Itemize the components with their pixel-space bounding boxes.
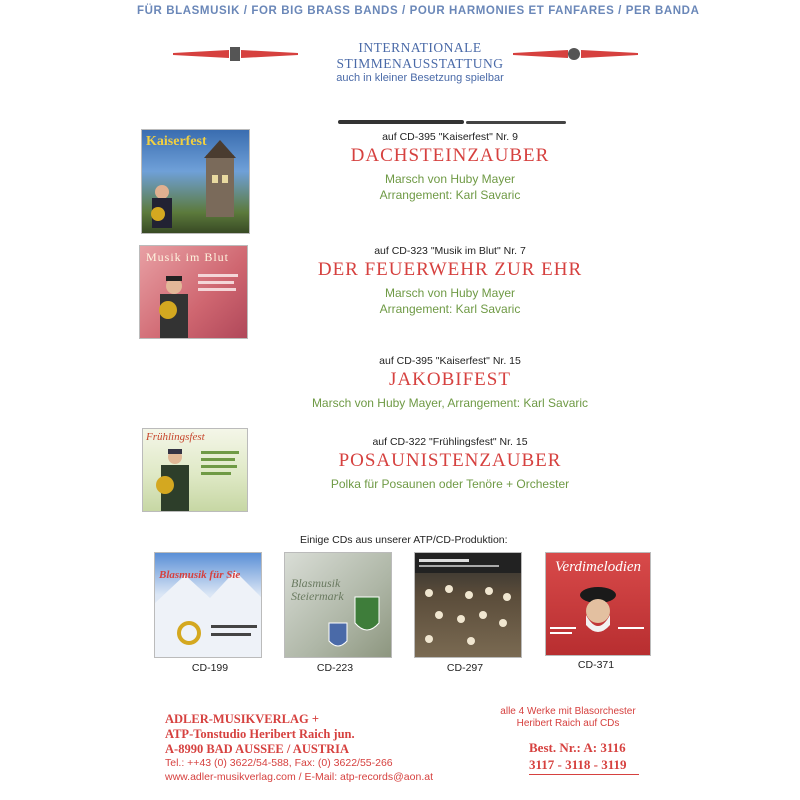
cds-heading: Einige CDs aus unserer ATP/CD-Produktion:: [300, 534, 508, 546]
header-title-line1: INTERNATIONALE: [358, 40, 482, 55]
entry-cd-ref: auf CD-323 "Musik im Blut" Nr. 7: [374, 245, 526, 257]
entry-3: [290, 355, 610, 411]
entry-title: POSAUNISTENZAUBER: [338, 450, 562, 471]
cd-cover-musik-im-blut: [139, 245, 248, 339]
entry-cd-ref: auf CD-395 "Kaiserfest" Nr. 9: [382, 131, 518, 143]
entry-composer: Marsch von Huby Mayer: [384, 172, 516, 186]
phone-fax: Tel.: ++43 (0) 3622/54-588, Fax: (0) 3622/55-266: [165, 757, 393, 769]
entry-title: JAKOBIFEST: [389, 369, 511, 390]
cd-label: CD-199: [191, 662, 229, 674]
cover-title: Blasmusik Steiermark: [291, 576, 344, 603]
footer-note-line1: alle 4 Werke mit Blasorchester: [500, 706, 636, 717]
cd-label: CD-223: [316, 662, 354, 674]
studio-name: ATP-Tonstudio Heribert Raich jun.: [165, 727, 355, 741]
entry-composer: Marsch von Huby Mayer: [384, 286, 516, 300]
address: A-8990 BAD AUSSEE / AUSTRIA: [165, 742, 350, 756]
web-email: www.adler-musikverlag.com / E-Mail: atp-records@aon.at: [165, 771, 433, 783]
order-number: Best. Nr.: A: 3116: [529, 740, 626, 755]
order-numbers-more: 3117 - 3118 - 3119: [529, 757, 627, 772]
divider-bar: [338, 120, 464, 124]
header-subtitle: auch in kleiner Besetzung spielbar: [336, 72, 504, 84]
cover-title: Musik im Blut: [146, 250, 230, 264]
entry-1: [300, 131, 600, 203]
cd-label: CD-297: [446, 662, 484, 674]
entry-arrangement: Arrangement: Karl Savaric: [379, 188, 521, 202]
entry-cd-ref: auf CD-322 "Frühlingsfest" Nr. 15: [372, 436, 528, 448]
cd-cover-371: [545, 552, 651, 656]
cd-cover-223: [284, 552, 392, 658]
entry-title: DACHSTEINZAUBER: [350, 145, 550, 166]
cd-cover-fruehlingsfest: [142, 428, 248, 512]
cd-cover-297: [414, 552, 522, 658]
entry-arrangement: Arrangement: Karl Savaric: [379, 302, 521, 316]
order-underline: [529, 774, 639, 775]
cover-title: Verdimelodien: [554, 559, 642, 575]
cd-cover-199: [154, 552, 262, 658]
publisher-name: ADLER-MUSIKVERLAG +: [165, 712, 320, 726]
cd-label: CD-371: [577, 659, 615, 671]
entry-4: [290, 436, 610, 492]
entry-composer: Marsch von Huby Mayer, Arrangement: Karl Savaric: [311, 396, 589, 410]
divider-bar: [466, 121, 566, 124]
cover-title: Kaiserfest: [146, 134, 207, 149]
cd-cover-kaiserfest: [141, 129, 250, 234]
banner-text: FÜR BLASMUSIK / FOR BIG BRASS BANDS / POUR HARMONIES ET FANFARES / PER BANDA: [137, 5, 700, 17]
entry-title: DER FEUERWEHR ZUR EHR: [317, 259, 583, 280]
entry-2: [300, 245, 600, 317]
entry-description: Polka für Posaunen oder Tenöre + Orchester: [330, 477, 570, 491]
cover-title: Blasmusik für Sie: [159, 569, 241, 581]
cover-title: Frühlingsfest: [146, 431, 205, 443]
entry-cd-ref: auf CD-395 "Kaiserfest" Nr. 15: [379, 355, 521, 367]
left-wing-decoration: [173, 46, 298, 62]
header-title-line2: STIMMENAUSSTATTUNG: [336, 56, 504, 71]
footer-note-line2: Heribert Raich auf CDs: [516, 718, 620, 729]
